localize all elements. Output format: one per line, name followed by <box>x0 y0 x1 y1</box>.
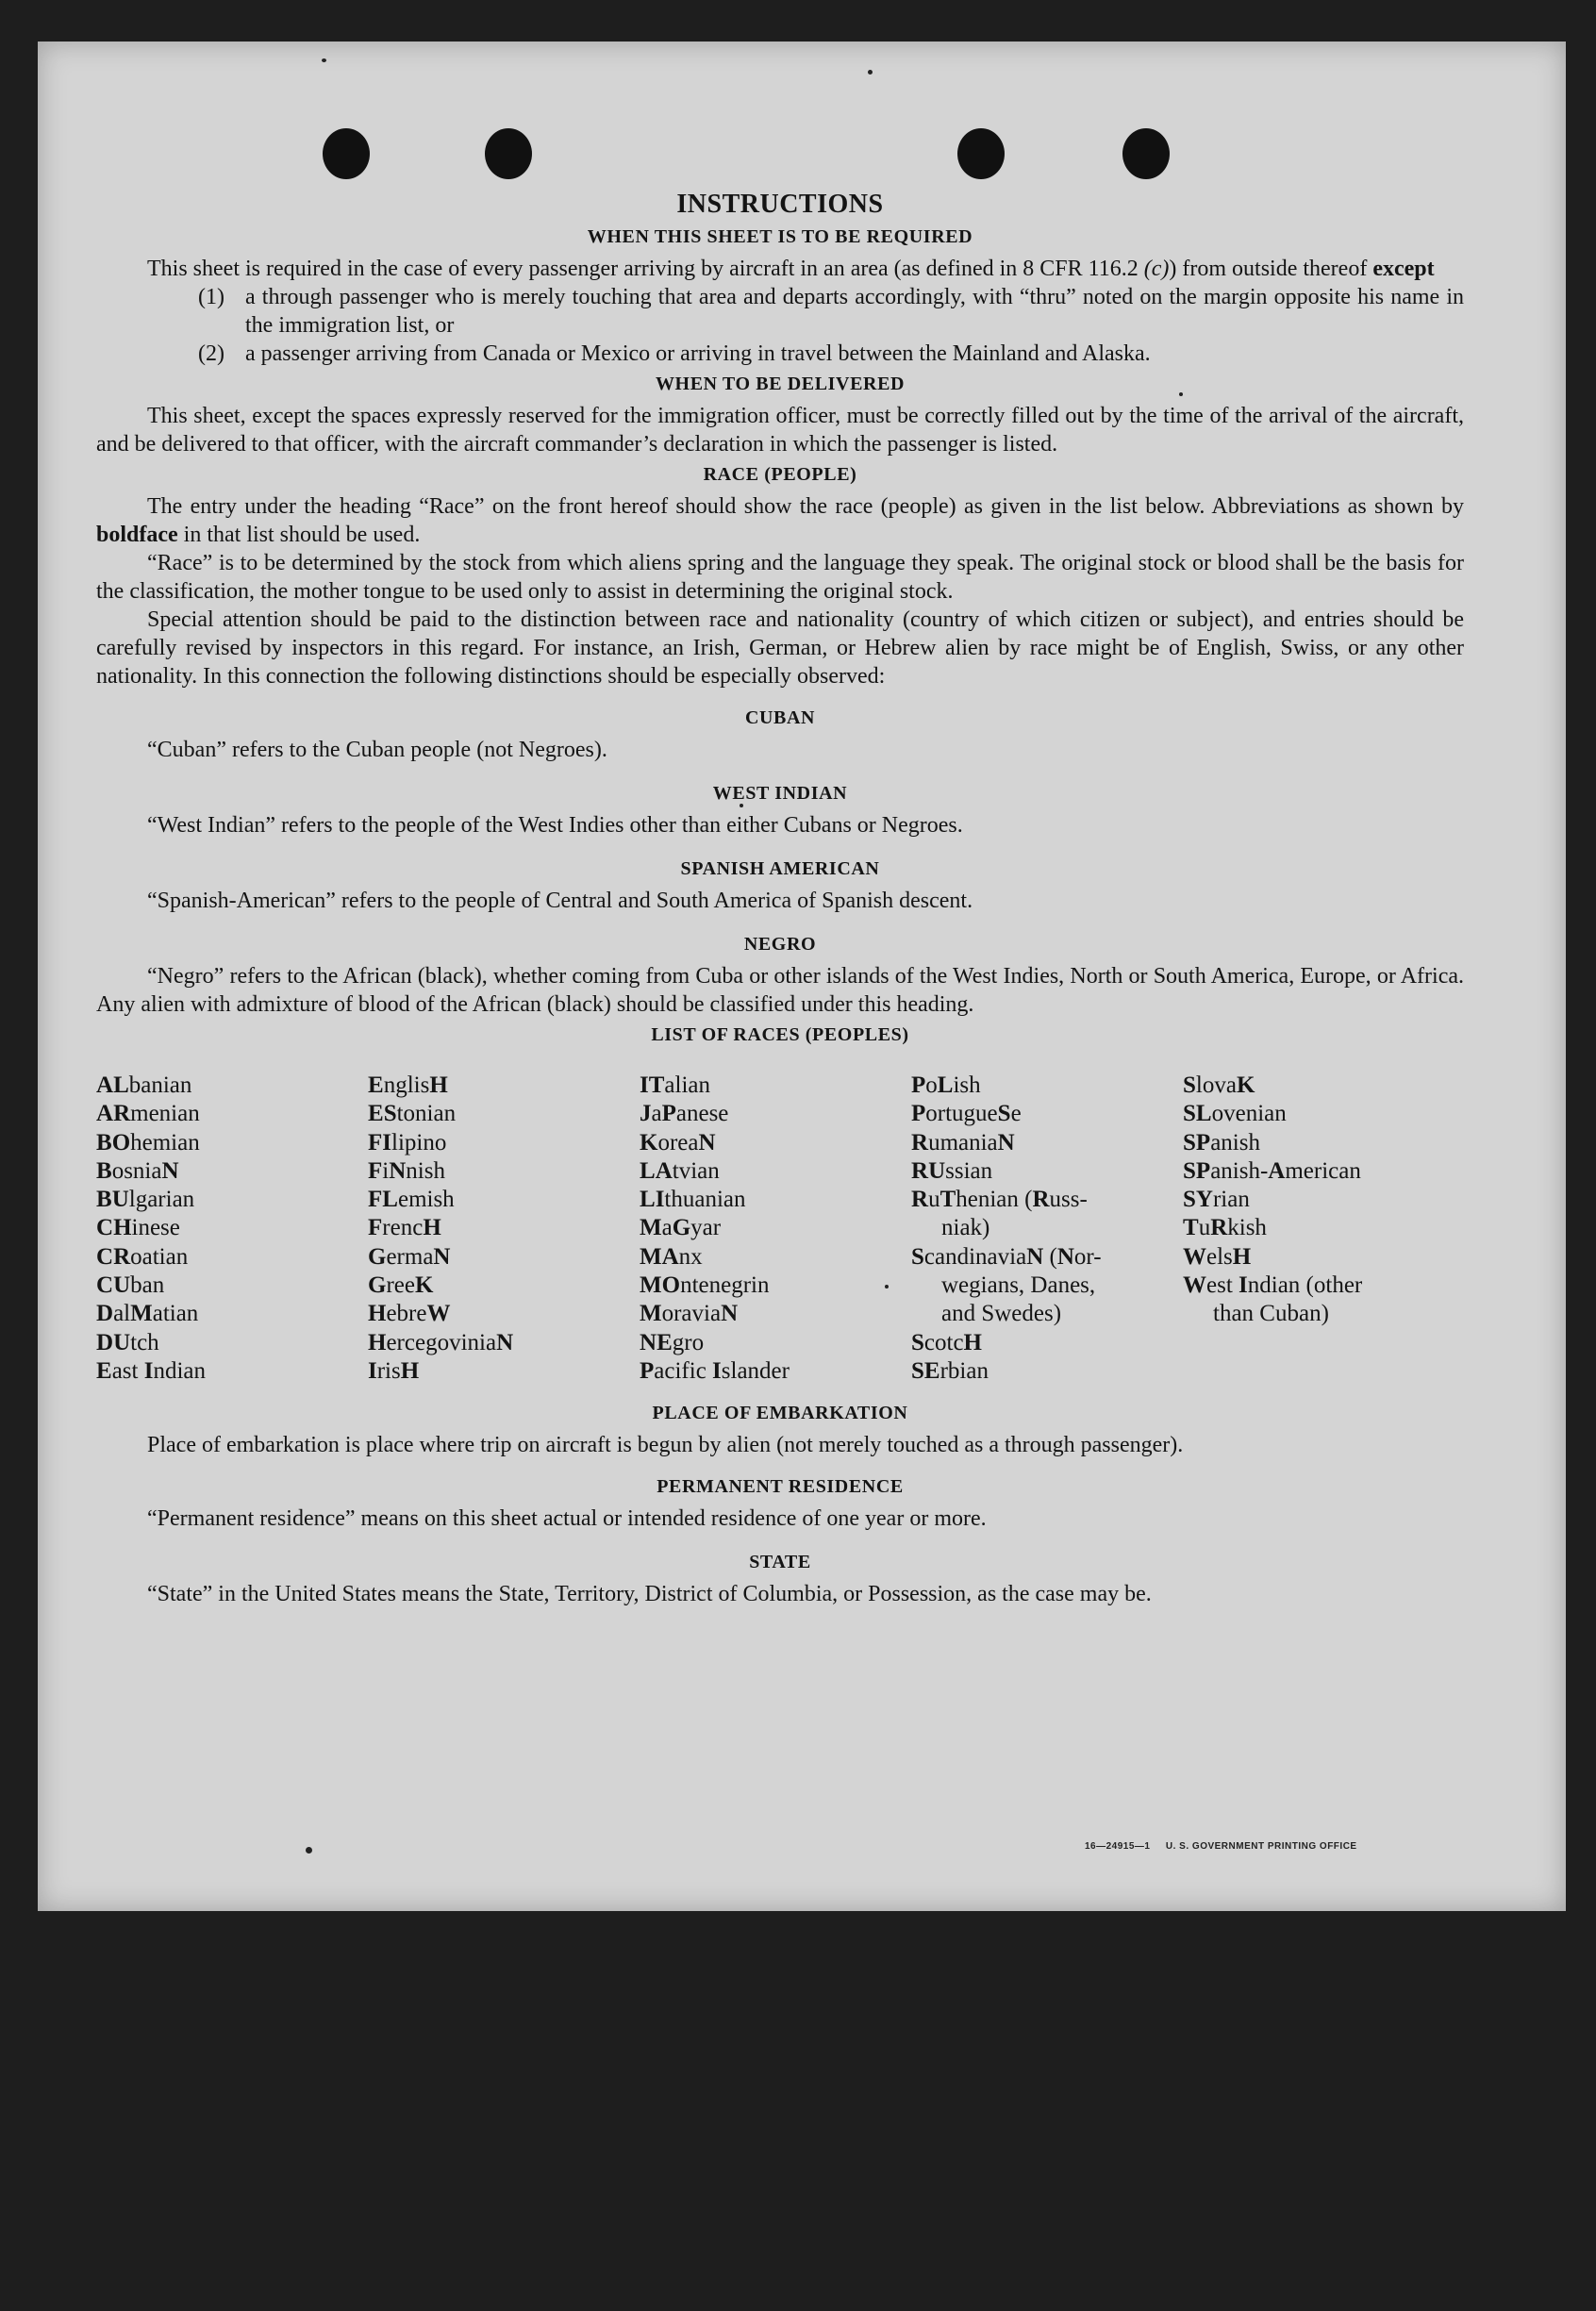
race-entry: BosniaN <box>96 1157 179 1184</box>
race-entry: SPanish <box>1183 1129 1260 1156</box>
race-paragraph-2: “Race” is to be determined by the stock from which aliens spring and the language they speak. The original stock or blood shall be the basis for the classification, the mother tongue to be used only to assist in determining the original stock. <box>96 551 1464 604</box>
race-entry: GermaN <box>368 1243 451 1270</box>
race-entry: RUssian <box>911 1157 993 1184</box>
punch-hole <box>1122 128 1170 179</box>
race-entry: CRoatian <box>96 1243 189 1270</box>
intro-except: except <box>1372 257 1435 281</box>
race-entry: BUlgarian <box>96 1187 195 1213</box>
punch-hole <box>957 128 1005 179</box>
heading-spanish-american: SPANISH AMERICAN <box>680 858 880 879</box>
race-entry: MAnx <box>640 1243 703 1270</box>
heading-west-indian: WEST INDIAN <box>712 783 848 804</box>
race-column <box>911 1072 1183 1386</box>
instructions-body <box>96 191 1464 1608</box>
race-entry: SErbian <box>911 1357 989 1384</box>
race-entry: TuRkish <box>1183 1215 1267 1241</box>
race-entry: NEgro <box>640 1329 705 1355</box>
heading-when-delivered: WHEN TO BE DELIVERED <box>655 374 906 394</box>
race-column <box>640 1072 911 1386</box>
heading-list-of-races: LIST OF RACES (PEOPLES) <box>651 1024 909 1045</box>
paper-speck <box>306 1847 312 1854</box>
race-entry: RuThenian (Russ- <box>911 1187 1088 1213</box>
item-text: a through passenger who is merely touching that area and departs accordingly, with “thru” noted on the margin opposite his name in the immigration list, or <box>245 285 1464 338</box>
race-entry: CUban <box>96 1272 165 1299</box>
intro-citation: (c) <box>1143 257 1170 281</box>
document-page <box>38 42 1566 1911</box>
race-entry: SlovaK <box>1183 1072 1255 1098</box>
page-title: INSTRUCTIONS <box>676 190 884 219</box>
race-entry: FrencH <box>368 1215 441 1241</box>
race-entry: FiNnish <box>368 1157 445 1184</box>
heading-residence: PERMANENT RESIDENCE <box>657 1476 904 1498</box>
race-entry: MoraviaN <box>640 1301 739 1327</box>
race-entry: East Indian <box>96 1357 206 1384</box>
negro-text: “Negro” refers to the African (black), whether coming from Cuba or other islands of the West Indies, North or South America, Europe, or Africa. Any alien with admixture of blood of the African (black) should be classified under this heading. <box>96 964 1464 1017</box>
heading-state: STATE <box>749 1552 811 1573</box>
race-paragraph-3: Special attention should be paid to the distinction between race and nationality (country of which citizen or subject), and entries should be carefully revised by inspectors in this regard. For instance, an Irish, German, or Hebrew alien by race might be of English, Swiss, or any other nationality. In this connection the following distinctions should be especially observed: <box>96 607 1464 689</box>
intro-text-cont: ) from outside thereof <box>1169 257 1373 281</box>
race-p1-text: The entry under the heading “Race” on the front hereof should show the race (people) as given in the list below. Abbreviations as shown by <box>147 494 1464 519</box>
race-entry: than Cuban) <box>1213 1301 1329 1327</box>
when-delivered-text: This sheet, except the spaces expressly reserved for the immigration officer, must be correctly filled out by the time of the arrival of the aircraft, and be delivered to that officer, with the aircraft commander’s declaration in which the passenger is listed. <box>96 404 1464 457</box>
race-entry: LIthuanian <box>640 1187 746 1213</box>
race-entry: SLovenian <box>1183 1101 1287 1127</box>
race-entry: PoLish <box>911 1072 981 1098</box>
race-entry: FLemish <box>368 1187 455 1213</box>
race-entry: West Indian (other <box>1183 1272 1363 1299</box>
race-entry: EStonian <box>368 1101 457 1127</box>
race-column <box>368 1072 640 1386</box>
race-entry: DalMatian <box>96 1301 199 1327</box>
race-entry: HebreW <box>368 1301 451 1327</box>
race-entry: GreeK <box>368 1272 434 1299</box>
punch-hole <box>485 128 532 179</box>
race-entry: and Swedes) <box>941 1301 1062 1327</box>
race-entry: LAtvian <box>640 1157 720 1184</box>
punch-hole <box>323 128 370 179</box>
race-entry: MOntenegrin <box>640 1272 770 1299</box>
paper-speck <box>868 70 873 75</box>
printer-credit: U. S. GOVERNMENT PRINTING OFFICE <box>1165 1841 1357 1852</box>
race-column <box>96 1072 368 1386</box>
race-p1-tail: in that list should be used. <box>177 523 421 547</box>
race-entry: SPanish-American <box>1183 1157 1361 1184</box>
race-entry: JaPanese <box>640 1101 729 1127</box>
race-paragraph-1 <box>96 492 1464 549</box>
race-entry: MaGyar <box>640 1215 722 1241</box>
heading-negro: NEGRO <box>743 934 817 955</box>
race-entry: ARmenian <box>96 1101 200 1127</box>
race-entry: DUtch <box>96 1329 159 1355</box>
race-entry: ALbanian <box>96 1072 192 1098</box>
heading-cuban: CUBAN <box>744 707 816 728</box>
west-indian-text: “West Indian” refers to the people of the West Indies other than either Cubans or Negroes. <box>147 813 963 838</box>
heading-embarkation: PLACE OF EMBARKATION <box>652 1403 908 1424</box>
race-entry: HercegoviniaN <box>368 1329 514 1355</box>
race-entry: WelsH <box>1183 1243 1252 1270</box>
intro-text: This sheet is required in the case of every passenger arriving by aircraft in an area (as defined in 8 CFR 116.2 <box>147 257 1144 281</box>
race-entry: BOhemian <box>96 1129 200 1156</box>
race-column <box>1183 1072 1475 1386</box>
spanish-american-text: “Spanish-American” refers to the people of Central and South America of Spanish descent. <box>147 889 973 913</box>
heading-race: RACE (PEOPLE) <box>703 464 857 485</box>
race-entry: Pacific Islander <box>640 1357 790 1384</box>
race-entry: EnglisH <box>368 1072 448 1098</box>
print-footer <box>1085 1841 1357 1852</box>
heading-when-required: WHEN THIS SHEET IS TO BE REQUIRED <box>587 226 973 247</box>
race-entry: CHinese <box>96 1215 180 1241</box>
item-number: (2) <box>198 341 224 366</box>
state-text: “State” in the United States means the State, Territory, District of Columbia, or Possession, as the case may be. <box>147 1582 1152 1607</box>
when-required-intro <box>96 255 1464 283</box>
race-entry: PortugueSe <box>911 1101 1022 1127</box>
exception-item-1 <box>96 283 1464 340</box>
item-number: (1) <box>198 285 224 309</box>
race-entry: IrisH <box>368 1357 420 1384</box>
paper-speck <box>322 58 326 62</box>
race-list <box>96 1072 1464 1386</box>
race-entry: RumaniaN <box>911 1129 1015 1156</box>
race-entry: niak) <box>941 1215 990 1241</box>
embarkation-text: Place of embarkation is place where trip on aircraft is begun by alien (not merely touched as a through passenger). <box>147 1433 1184 1458</box>
race-entry: KoreaN <box>640 1129 716 1156</box>
race-entry: SYrian <box>1183 1187 1250 1213</box>
race-entry: ITalian <box>640 1072 711 1098</box>
item-text: a passenger arriving from Canada or Mexico or arriving in travel between the Mainland and Alaska. <box>245 341 1151 366</box>
exception-item-2 <box>96 340 1464 368</box>
race-p1-bold: boldface <box>96 523 178 547</box>
cuban-text: “Cuban” refers to the Cuban people (not Negroes). <box>147 738 607 762</box>
form-number: 16—24915—1 <box>1085 1841 1151 1852</box>
race-entry: ScandinaviaN (Nor- <box>911 1243 1102 1270</box>
residence-text: “Permanent residence” means on this sheet actual or intended residence of one year or more. <box>147 1506 987 1532</box>
race-entry: ScotcH <box>911 1329 982 1355</box>
race-entry: FIlipino <box>368 1129 447 1156</box>
race-entry: wegians, Danes, <box>941 1272 1096 1299</box>
